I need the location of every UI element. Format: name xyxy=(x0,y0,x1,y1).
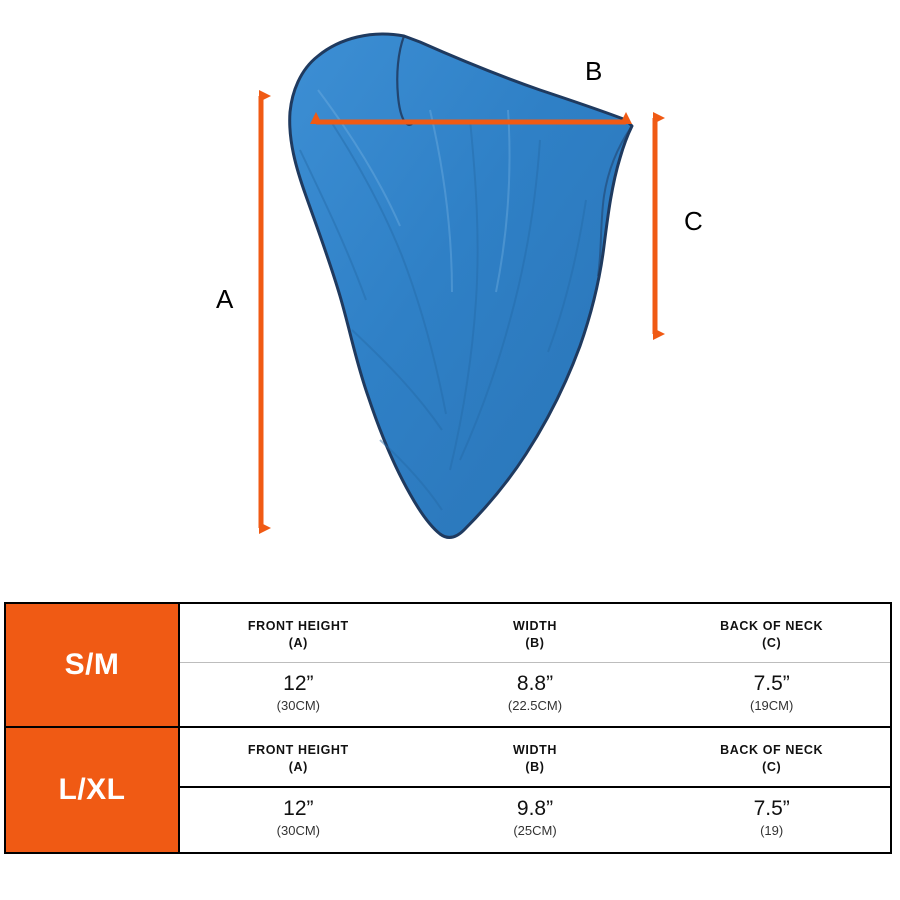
column-header-code: (C) xyxy=(762,635,782,650)
dimension-label-b: B xyxy=(585,56,603,86)
measurements-cell xyxy=(179,727,890,851)
value-imperial: 9.8” xyxy=(516,797,554,820)
column-header-front-height xyxy=(180,728,417,787)
value-imperial: 7.5” xyxy=(753,671,790,695)
value-metric: (19CM) xyxy=(749,698,794,713)
value-cell-back-of-neck xyxy=(653,662,890,726)
column-header-front-height xyxy=(180,604,417,662)
column-header-width xyxy=(417,604,654,662)
column-header-title: BACK OF NECK xyxy=(720,619,824,633)
column-header-title: WIDTH xyxy=(513,619,557,633)
column-header-code: (A) xyxy=(288,635,308,650)
value-cell-width xyxy=(417,662,654,726)
size-chart-table xyxy=(4,602,892,854)
column-header-code: (B) xyxy=(525,760,545,775)
value-imperial: 7.5” xyxy=(753,797,790,820)
value-metric: (25CM) xyxy=(513,823,557,839)
value-metric: (30CM) xyxy=(276,698,320,713)
value-cell-front-height xyxy=(180,787,417,852)
face-mask-shape xyxy=(290,34,632,537)
column-header-width xyxy=(417,728,654,787)
column-header-title: WIDTH xyxy=(513,743,557,758)
dimension-label-a: A xyxy=(216,284,234,314)
column-header-code: (C) xyxy=(762,760,782,775)
value-cell-width xyxy=(417,787,654,852)
value-metric: (19) xyxy=(760,823,784,839)
measurements-cell xyxy=(179,604,890,727)
column-header-title: FRONT HEIGHT xyxy=(247,619,349,633)
value-imperial: 8.8” xyxy=(516,671,554,695)
table-row xyxy=(6,604,890,727)
size-label-lxl: L/XL xyxy=(6,727,179,851)
value-metric: (30CM) xyxy=(276,823,320,839)
value-imperial: 12” xyxy=(283,671,314,695)
value-cell-front-height xyxy=(180,662,417,726)
dimension-label-c: C xyxy=(684,206,703,236)
column-header-title: FRONT HEIGHT xyxy=(247,743,349,758)
column-header-back-of-neck xyxy=(653,604,890,662)
size-label-sm: S/M xyxy=(6,604,179,727)
value-metric: (22.5CM) xyxy=(507,698,563,713)
value-cell-back-of-neck xyxy=(653,787,890,852)
column-header-title: BACK OF NECK xyxy=(720,743,824,758)
column-header-back-of-neck xyxy=(653,728,890,787)
value-imperial: 12” xyxy=(283,797,314,820)
table-row xyxy=(6,727,890,851)
column-header-code: (A) xyxy=(288,760,308,775)
column-header-code: (B) xyxy=(525,635,545,650)
